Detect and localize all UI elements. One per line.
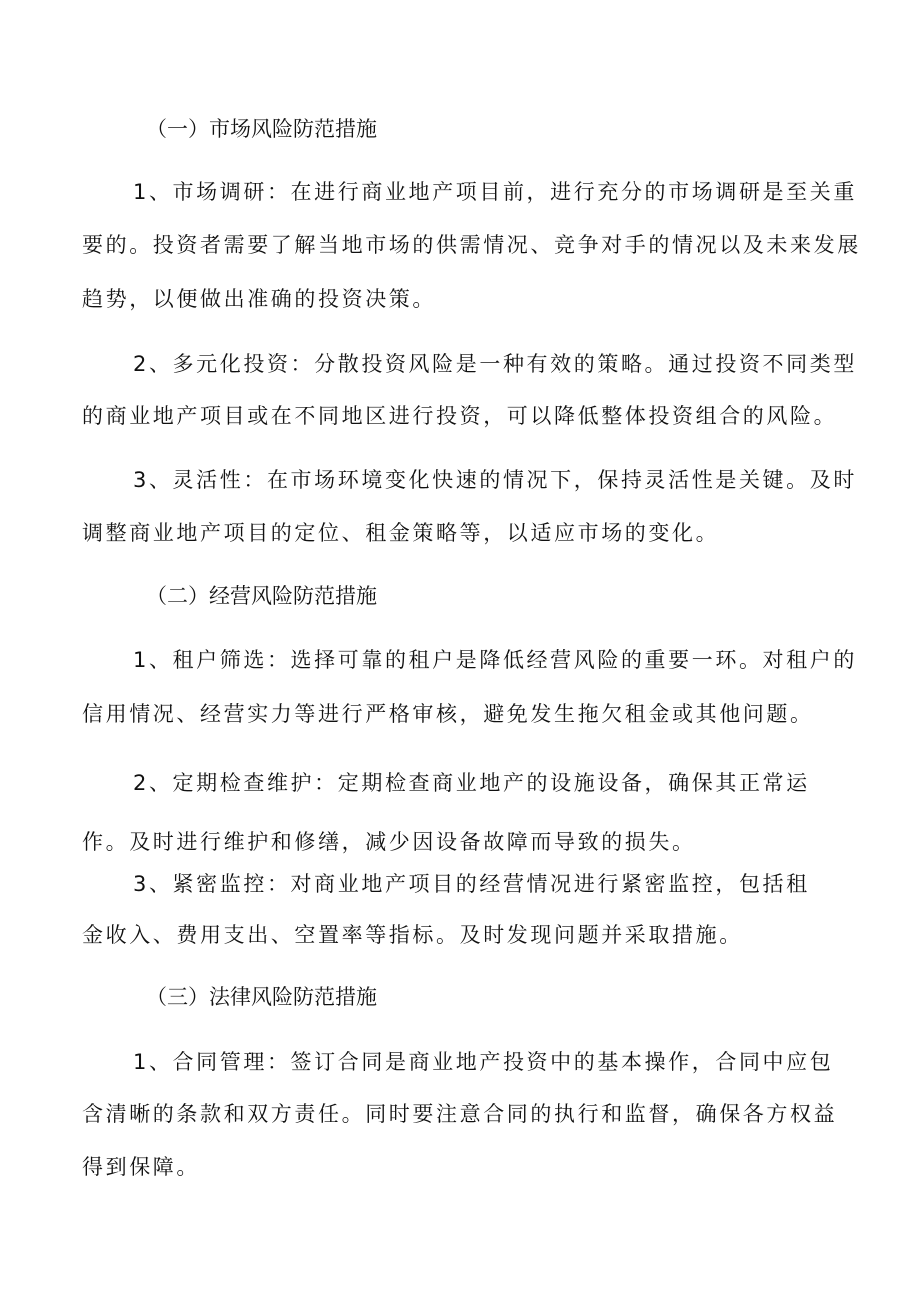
paragraph-line: 作。及时进行维护和修缮，减少因设备故障而导致的损失。 [82,830,696,854]
paragraph-line: 得到保障。 [82,1155,200,1179]
paragraph-line: 趋势，以便做出准确的投资决策。 [82,287,436,311]
paragraph-line: 1、合同管理：签订合同是商业地产投资中的基本操作，合同中应包 [133,1050,834,1074]
paragraph-line: 的商业地产项目或在不同地区进行投资，可以降低整体投资组合的风险。 [82,404,838,428]
paragraph-line: 1、市场调研：在进行商业地产项目前，进行充分的市场调研是至关重 [133,180,857,204]
paragraph-line: 3、灵活性：在市场环境变化快速的情况下，保持灵活性是关键。及时 [133,468,857,492]
paragraph-line: 要的。投资者需要了解当地市场的供需情况、竞争对手的情况以及未来发展 [82,233,861,257]
paragraph-line: 3、紧密监控：对商业地产项目的经营情况进行紧密监控，包括租 [133,872,810,896]
section-heading: （三）法律风险防范措施 [146,985,377,1009]
paragraph-line: 信用情况、经营实力等进行严格审核，避免发生拖欠租金或其他问题。 [82,702,814,726]
paragraph-line: 2、定期检查维护：定期检查商业地产的设施设备，确保其正常运 [133,771,810,795]
paragraph-line: 含清晰的条款和双方责任。同时要注意合同的执行和监督，确保各方权益 [82,1102,838,1126]
section-heading: （一）市场风险防范措施 [146,117,377,141]
paragraph-line: 调整商业地产项目的定位、租金策略等，以适应市场的变化。 [82,521,720,545]
section-heading: （二）经营风险防范措施 [146,584,377,608]
paragraph-line: 1、租户筛选：选择可靠的租户是降低经营风险的重要一环。对租户的 [133,648,857,672]
paragraph-line: 金收入、费用支出、空置率等指标。及时发现问题并采取措施。 [82,923,743,947]
paragraph-line: 2、多元化投资：分散投资风险是一种有效的策略。通过投资不同类型 [133,352,857,376]
